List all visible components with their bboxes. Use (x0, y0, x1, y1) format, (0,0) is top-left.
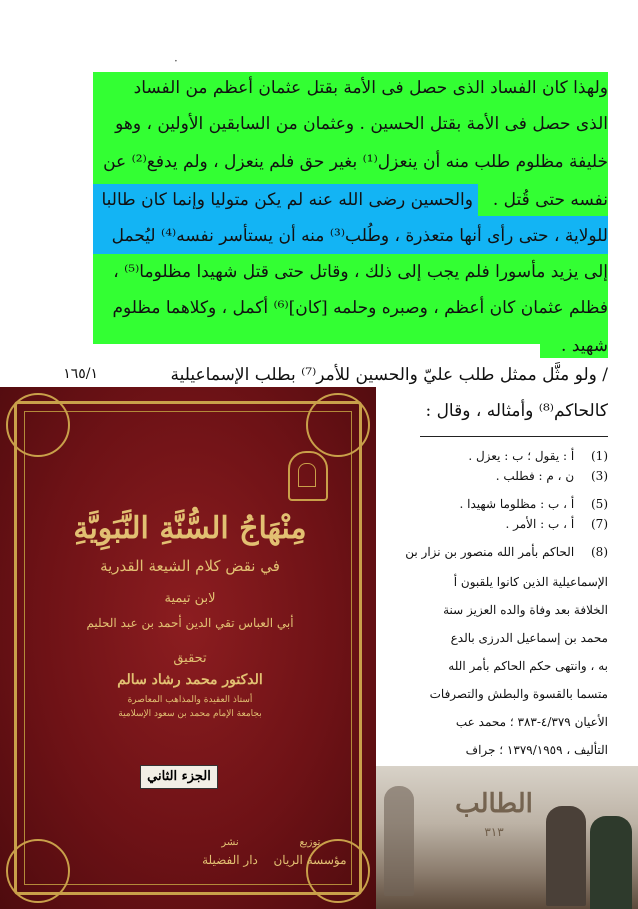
publisher-name: دار الفضيلة (202, 853, 258, 867)
footnote (460, 494, 608, 514)
cover-editor-desc: أستاذ العقيدة والمذاهب المعاصرة (127, 695, 253, 705)
footnote-number: (1) (590, 449, 608, 463)
distributor-name: مؤسسة الريان (273, 853, 347, 867)
cover-editor-label: تحقيق (173, 651, 207, 666)
continuation-line: كالحاكم⁽⁸⁾ وأمثاله ، وقال : (425, 401, 608, 421)
emblem-icon (288, 451, 328, 501)
publisher-label: نشر (221, 837, 239, 848)
corner-ornament-icon (306, 393, 370, 457)
passage-line: خليفة مظلوم طلب منه أن ينعزل⁽¹⁾ بغير حق فلم ينعزل ، ولم يدفع⁽²⁾ عن (103, 152, 608, 172)
passage-line: والحسين رضى الله عنه لم يكن متوليا وإنما كان طالبا (101, 190, 473, 210)
distributor-label: توزيع (299, 837, 321, 848)
photo-logo-number: ٣١٣ (484, 825, 504, 839)
passage-line: شهيد . (561, 336, 608, 356)
photo-logo (446, 784, 542, 854)
cover-subtitle: في نقض كلام الشيعة القدرية (100, 557, 280, 575)
footnote-body-line: الخلافة بعد وفاة والده العزيز سنة (443, 603, 608, 617)
footnote (496, 466, 608, 486)
page-reference: ١٦٥/١ (63, 366, 98, 382)
cover-title: مِنْهَاجُ السُّنَّةِ النَّبَوِيَّةِ (73, 511, 307, 546)
volume-label (140, 765, 218, 789)
continuation-line: / ولو مثَّل ممثل طلب عليّ والحسين للأمر⁽⁷⁾ بطلب الإسماعيلية (170, 365, 608, 385)
passage-line: الذى حصل فى الأمة بقتل الحسين . وعثمان من السابقين الأولين ، وهو (115, 114, 608, 134)
footnote-body-line: التأليف ، ١٣٧٩/١٩٥٩ ؛ جراف (465, 743, 608, 757)
footnote-body-line: الإسماعيلية الذين كانوا يلقبون أ (453, 575, 608, 589)
book-cover-image (0, 387, 376, 909)
footnote-body-line: متسما بالقسوة والبطش والتصرفات (429, 687, 608, 701)
volume-label-text: الجزء الثاني (147, 769, 211, 784)
footnote-number: (8) (590, 545, 608, 559)
photo-overlay-image (376, 766, 638, 909)
corner-ornament-icon (6, 839, 70, 903)
footnote-text: أ ، ب : مظلوما شهيدا . (459, 497, 575, 511)
passage-line: نفسه حتى قُتل . (492, 190, 608, 210)
footnote-separator (420, 436, 608, 437)
page-mark: · (174, 54, 178, 68)
footnote-text: أ : يقول ؛ ب : يعزل . (468, 449, 575, 463)
figure-silhouette (546, 806, 586, 906)
footnote-body-line: الأعيان ٤/٣٧٩-٣٨٣ ؛ محمد عب (455, 715, 608, 729)
footnote (468, 446, 608, 466)
footnote-text: أ ، ب : الأمر . (505, 517, 575, 531)
figure-silhouette (384, 786, 414, 896)
footnote (506, 514, 609, 534)
footnote-text: الحاكم بأمر الله منصور بن نزار بن (405, 545, 575, 559)
passage-line: ولهذا كان الفساد الذى حصل فى الأمة بقتل عثمان أعظم من الفساد (133, 78, 608, 98)
corner-ornament-icon (6, 393, 70, 457)
photo-logo-text: الطالب (455, 789, 533, 819)
passage-line: فظلم عثمان كان أعظم ، وصبره وحلمه [كان]⁽⁶⁾ أكمل ، وكلاهما مظلوم (112, 298, 608, 318)
cover-editor-name: الدكتور محمد رشاد سالم (117, 672, 263, 688)
cover-author-full: أبي العباس تقي الدين أحمد بن عبد الحليم (86, 616, 294, 630)
passage-line: إلى يزيد مأسورا فلم يجب إلى ذلك ، وقاتل حتى قتل شهيدا مظلوما⁽⁵⁾ ، (113, 262, 608, 282)
footnote-number: (5) (590, 497, 608, 511)
passage-line: للولاية ، حتى رأى أنها متعذرة ، وطُلب⁽³⁾ منه أن يستأسر نفسه⁽⁴⁾ ليُحمل (111, 226, 608, 246)
footnote-text: ن ، م : فطلب . (495, 469, 575, 483)
footnote-number: (3) (590, 469, 608, 483)
footnote (405, 542, 608, 562)
footnote-body-line: محمد بن إسماعيل الدرزى بالدع (450, 631, 608, 645)
footnote-number: (7) (590, 517, 608, 531)
figure-silhouette (590, 816, 632, 909)
cover-editor-desc: بجامعة الإمام محمد بن سعود الإسلامية (118, 709, 262, 719)
footnote-body-line: به ، وانتهى حكم الحاكم بأمر الله (448, 659, 608, 673)
cover-author: لابن تيمية (164, 591, 216, 606)
